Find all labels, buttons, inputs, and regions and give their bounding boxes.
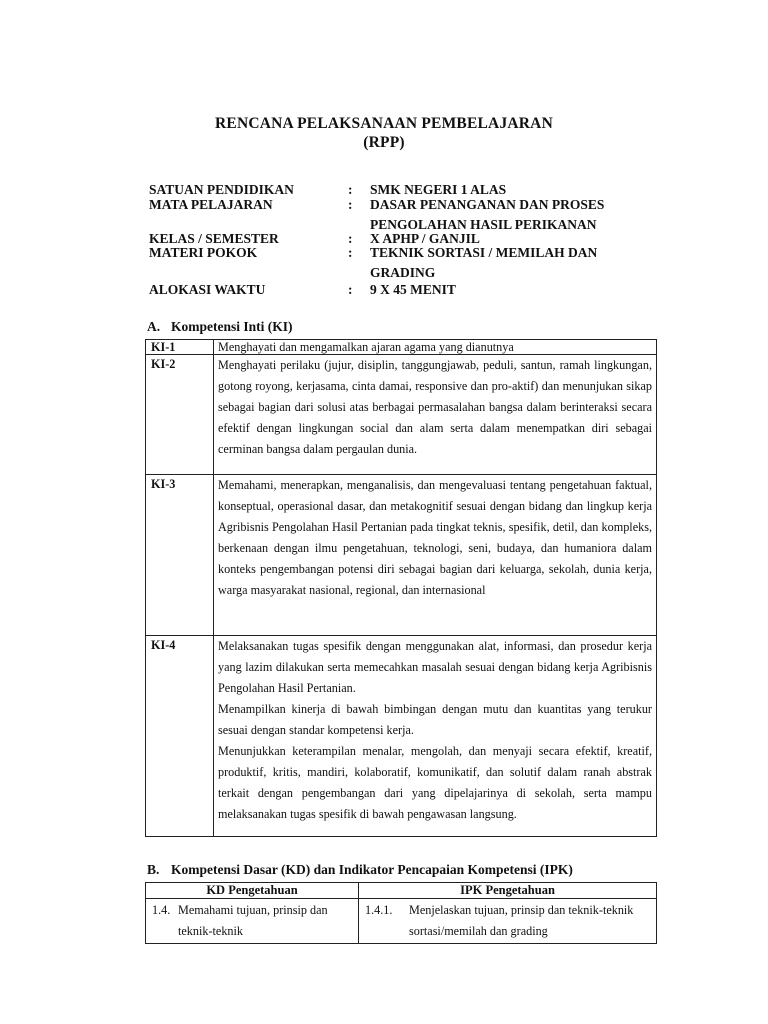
- meta-label: MATERI POKOK: [149, 245, 258, 260]
- meta-value: X APHP / GANJIL: [370, 231, 480, 246]
- ki-code: KI-3: [146, 475, 214, 636]
- meta-value-continued: GRADING: [370, 265, 436, 280]
- ipk-number: 1.4.1.: [365, 903, 393, 917]
- table-row: [146, 475, 657, 636]
- meta-colon: :: [348, 197, 353, 212]
- meta-label: SATUAN PENDIDIKAN: [149, 182, 294, 197]
- meta-colon: :: [348, 231, 353, 246]
- kd-table: [145, 882, 657, 944]
- ki-paragraph: Menampilkan kinerja di bawah bimbingan dengan mutu dan kuantitas yang terukur sesuai dengan standar kompetensi kerja.: [218, 702, 652, 737]
- ki-paragraph: Melaksanakan tugas spesifik dengan menggunakan alat, informasi, dan prosedur kerja yang lazim dilakukan serta memecahkan masalah sesuai dengan bidang kerja Agribisnis Pengolahan Hasil Pertanian.: [218, 639, 652, 695]
- ipk-text: Menjelaskan tujuan, prinsip dan teknik-teknik sortasi/memilah dan grading: [409, 903, 634, 938]
- ki-text: Memahami, menerapkan, menganalisis, dan mengevaluasi tentang pengetahuan faktual, konseptual, operasional dasar, dan metakognitif sesuai dengan bidang dan lingkup kerja Agribisnis Pengolahan Hasil Pertanian pada tingkat teknis, spesifik, detil, dan kompleks, berkenaan dengan ilmu pengetahuan, teknologi, seni, budaya, dan humaniora dalam konteks pengembangan potensi diri sebagai bagian dari keluarga, sekolah, dunia kerja, warga masyarakat nasional, regional, dan internasional: [214, 475, 657, 636]
- document-subtitle: (RPP): [363, 134, 405, 151]
- ki-text: Menghayati perilaku (jujur, disiplin, tanggungjawab, peduli, santun, ramah lingkungan, gotong royong, kerjasama, cinta damai, responsive dan pro-aktif) dan menunjukan sikap sebagai bagian dari solusi atas berbagai permasalahan bangsa dalam berinteraksi secara efektif dengan lingkungan social dan alam serta dalam menempatkan diri sebagai cerminan bangsa dalam pergaulan dunia.: [214, 355, 657, 475]
- meta-label: ALOKASI WAKTU: [149, 282, 266, 297]
- kd-cell: [146, 899, 359, 944]
- ki-paragraph: Menunjukkan keterampilan menalar, mengolah, dan menyaji secara efektif, kreatif, produktif, kritis, mandiri, kolaboratif, komunikatif, dan solutif dalam ranah abstrak terkait dengan pengembangan dari yang dipelajarinya di sekolah, serta mampu melaksanakan tugas spesifik di bawah pengawasan langsung.: [218, 744, 665, 821]
- section-title: Kompetensi Inti (KI): [171, 319, 293, 334]
- table-header-row: [146, 883, 657, 899]
- ki-code: KI-1: [146, 340, 214, 355]
- ki-code: KI-4: [146, 636, 214, 837]
- section-title: Kompetensi Dasar (KD) dan Indikator Pencapaian Kompetensi (IPK): [171, 862, 573, 877]
- ipk-cell: [359, 899, 657, 944]
- kd-text: Memahami tujuan, prinsip dan teknik-teknik: [178, 903, 328, 938]
- meta-colon: :: [348, 245, 353, 260]
- meta-value: TEKNIK SORTASI / MEMILAH DAN: [370, 245, 598, 260]
- table-row: [146, 636, 657, 837]
- column-header: IPK Pengetahuan: [359, 883, 657, 899]
- meta-value: SMK NEGERI 1 ALAS: [370, 182, 507, 197]
- column-header: KD Pengetahuan: [146, 883, 359, 899]
- section-letter: A.: [147, 319, 161, 334]
- ki-table: [145, 339, 665, 837]
- meta-value-continued: PENGOLAHAN HASIL PERIKANAN: [370, 217, 597, 232]
- section-letter: B.: [147, 862, 160, 877]
- meta-colon: :: [348, 282, 353, 297]
- ki-text: [214, 636, 665, 837]
- table-row: [146, 340, 657, 355]
- meta-value: 9 X 45 MENIT: [370, 282, 456, 297]
- ki-text: Menghayati dan mengamalkan ajaran agama yang dianutnya: [214, 340, 657, 355]
- meta-label: KELAS / SEMESTER: [149, 231, 279, 246]
- ki-code: KI-2: [146, 355, 214, 475]
- table-row: [146, 899, 657, 944]
- document-title: RENCANA PELAKSANAAN PEMBELAJARAN: [215, 115, 553, 132]
- meta-value: DASAR PENANGANAN DAN PROSES: [370, 197, 605, 212]
- table-row: [146, 355, 657, 475]
- meta-label: MATA PELAJARAN: [149, 197, 273, 212]
- meta-colon: :: [348, 182, 353, 197]
- kd-number: 1.4.: [152, 903, 171, 917]
